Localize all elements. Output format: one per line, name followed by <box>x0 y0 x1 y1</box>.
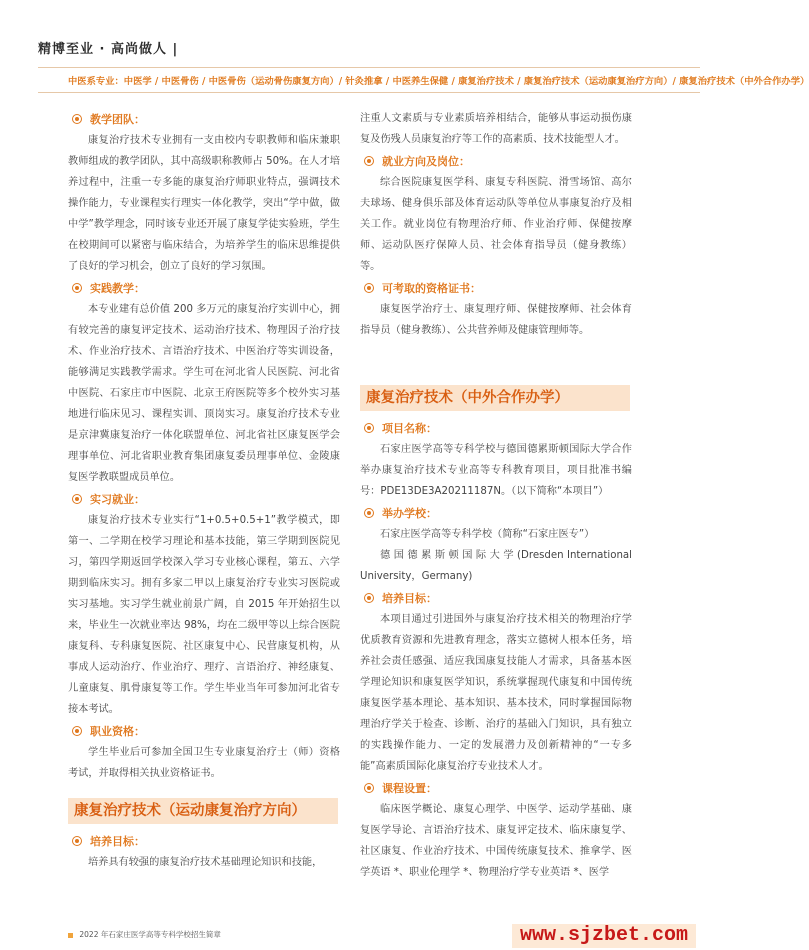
sports-goal-text-continued: 注重人文素质与专业素质培养相结合，能够从事运动损伤康复及伤残人员康复治疗等工作的高素质、技术技能型人才。 <box>360 113 632 145</box>
bullet-icon <box>364 783 374 793</box>
major-list-banner: 中医系专业：中医学 / 中医骨伤 / 中医骨伤（运动骨伤康复方向）/ 针灸推拿 / 中医养生保健 / 康复治疗技术 / 康复治疗技术（运动康复治疗方向）/ 康复治疗技术（中外合作办学） <box>68 76 809 87</box>
heading-label: 就业方向及岗位： <box>382 155 470 168</box>
practice-heading <box>68 277 340 299</box>
certs-heading <box>360 277 632 299</box>
sports-goal-text: 培养具有较强的康复治疗技术基础理论知识和技能， <box>88 857 323 868</box>
employment-text: 康复治疗技术专业实行“1+0.5+0.5+1”教学模式，即第一、二学期在校学习理论和基本技能，第三学期到医院见习，第四学期返回学校深入学习专业核心课程，第五、六学期到临床实习。拥有多家二甲以上康复治疗专业实习医院或实习基地。实习学生就业前景广阔，自 2015 年开始招生以来，毕业生一次就业率达 98%，均在二级甲等以上综合医院康复科、专科康复医院、社区康复中心、民营康复机构，从事成人运动治疗、作业治疗、理疗、言语治疗、神经康复、儿童康复、肌骨康复等工作。学生毕业当年可参加河北省专接本考试。 <box>68 515 340 715</box>
sports-goal-heading <box>68 830 340 852</box>
project-heading <box>360 417 632 439</box>
right-column <box>360 108 632 883</box>
host-school-line-2: 德 国 德 累 斯 顿 国 际 大 学 (Dresden International University，Germany) <box>360 550 632 582</box>
footer-square-icon <box>68 933 73 938</box>
heading-label: 项目名称： <box>382 422 437 435</box>
heading-label: 举办学校： <box>382 507 437 520</box>
footer-text: 2022 年石家庄医学高等专科学校招生简章 <box>79 930 221 939</box>
bullet-icon <box>72 283 82 293</box>
cooperation-goal-heading <box>360 587 632 609</box>
bullet-icon <box>364 593 374 603</box>
teaching-team-heading <box>68 108 340 130</box>
qualification-heading <box>68 720 340 742</box>
host-school-line-1: 石家庄医学高等专科学校（简称“石家庄医专”） <box>380 529 595 540</box>
bullet-icon <box>364 283 374 293</box>
host-school-heading <box>360 502 632 524</box>
teaching-team-text: 康复治疗技术专业拥有一支由校内专职教师和临床兼职教师组成的教学团队，其中高级职称教师占 50%。在人才培养过程中，注重一专多能的康复治疗师职业特点，强调技术操作能力，专业课程实行理实一体化教学，突出“学中做，做中学”教学理念，同时该专业还开展了康复学徒实验班，学生在校期间可以紧密与临床结合，为培养学生的临床思维提供了良好的学习机会，创立了良好的学习氛围。 <box>68 135 340 272</box>
certs-text: 康复医学治疗士、康复理疗师、保健按摩师、社会体育指导员（健身教练）、公共营养师及健康管理师等。 <box>360 304 632 336</box>
bullet-icon <box>72 836 82 846</box>
employment-heading <box>68 488 340 510</box>
heading-label: 培养目标： <box>90 835 145 848</box>
cooperation-goal-text: 本项目通过引进国外与康复治疗技术相关的物理治疗学优质教育资源和先进教育理念，落实立德树人根本任务，培养社会责任感强、适应我国康复技能人才需求，具备基本医学理论知识和康复医学知识，系统掌握现代康复和中国传统康复医学基本理论、基本知识、基本技术，同时掌握国际物理治疗学关于检查、诊断、治疗的基础入门知识，具有独立的实践操作能力、一定的发展潜力及创新精神的“一专多能”高素质国际化康复治疗专业技术人才。 <box>360 614 632 772</box>
bullet-icon <box>72 494 82 504</box>
project-text: 石家庄医学高等专科学校与德国德累斯顿国际大学合作举办康复治疗技术专业高等专科教育项目，项目批准书编号：PDE13DE3A20211187N。（以下简称“本项目”） <box>360 444 632 497</box>
left-column <box>68 108 340 873</box>
heading-label: 实践教学： <box>90 282 145 295</box>
bullet-icon <box>364 508 374 518</box>
bullet-icon <box>72 114 82 124</box>
bullet-icon <box>364 423 374 433</box>
heading-label: 实习就业： <box>90 493 145 506</box>
qualification-text: 学生毕业后可参加全国卫生专业康复治疗士（师）资格考试，并取得相关执业资格证书。 <box>68 747 340 779</box>
practice-text: 本专业建有总价值 200 多万元的康复治疗实训中心，拥有较完善的康复评定技术、运动治疗技术、物理因子治疗技术、作业治疗技术、言语治疗技术、中医治疗等实训设备，能够满足实践教学需求。学生可在河北省人民医院、河北省中医院、石家庄市中医院、北京王府医院等多个校外实习基地进行临床见习、课程实训、顶岗实习。康复治疗技术专业是京津冀康复治疗一体化联盟单位、河北省社区康复医学会理事单位、河北省职业教育集团康复委员理事单位、金陵康复医学教联盟成员单位。 <box>68 304 340 483</box>
heading-label: 职业资格： <box>90 725 145 738</box>
section-title-cooperation: 康复治疗技术（中外合作办学） <box>360 385 630 411</box>
bullet-icon <box>72 726 82 736</box>
heading-label: 可考取的资格证书： <box>382 282 481 295</box>
heading-label: 课程设置： <box>382 782 437 795</box>
section-title-sports-rehab: 康复治疗技术（运动康复治疗方向） <box>68 798 338 824</box>
career-heading <box>360 150 632 172</box>
page-footer <box>68 929 221 940</box>
site-watermark: www.sjzbet.com <box>512 924 696 948</box>
header-divider-top <box>38 67 700 68</box>
heading-label: 培养目标： <box>382 592 437 605</box>
course-heading <box>360 777 632 799</box>
header-divider-bottom <box>38 92 700 93</box>
career-text: 综合医院康复医学科、康复专科医院、滑雪场馆、高尔夫球场、健身俱乐部及体育运动队等单位从事康复治疗及相关工作。就业岗位有物理治疗师、作业治疗师、保健按摩师、运动队医疗保障人员、社会体育指导员（健身教练）等。 <box>360 177 632 272</box>
school-motto: 精博至业 · 高尚做人 | <box>38 42 179 57</box>
course-text: 临床医学概论、康复心理学、中医学、运动学基础、康复医学导论、言语治疗技术、康复评定技术、临床康复学、社区康复、作业治疗技术、中国传统康复技术、推拿学、医学英语 *、职业伦理学 *、物理治疗学专业英语 *、医学 <box>360 804 632 878</box>
bullet-icon <box>364 156 374 166</box>
heading-label: 教学团队： <box>90 113 145 126</box>
